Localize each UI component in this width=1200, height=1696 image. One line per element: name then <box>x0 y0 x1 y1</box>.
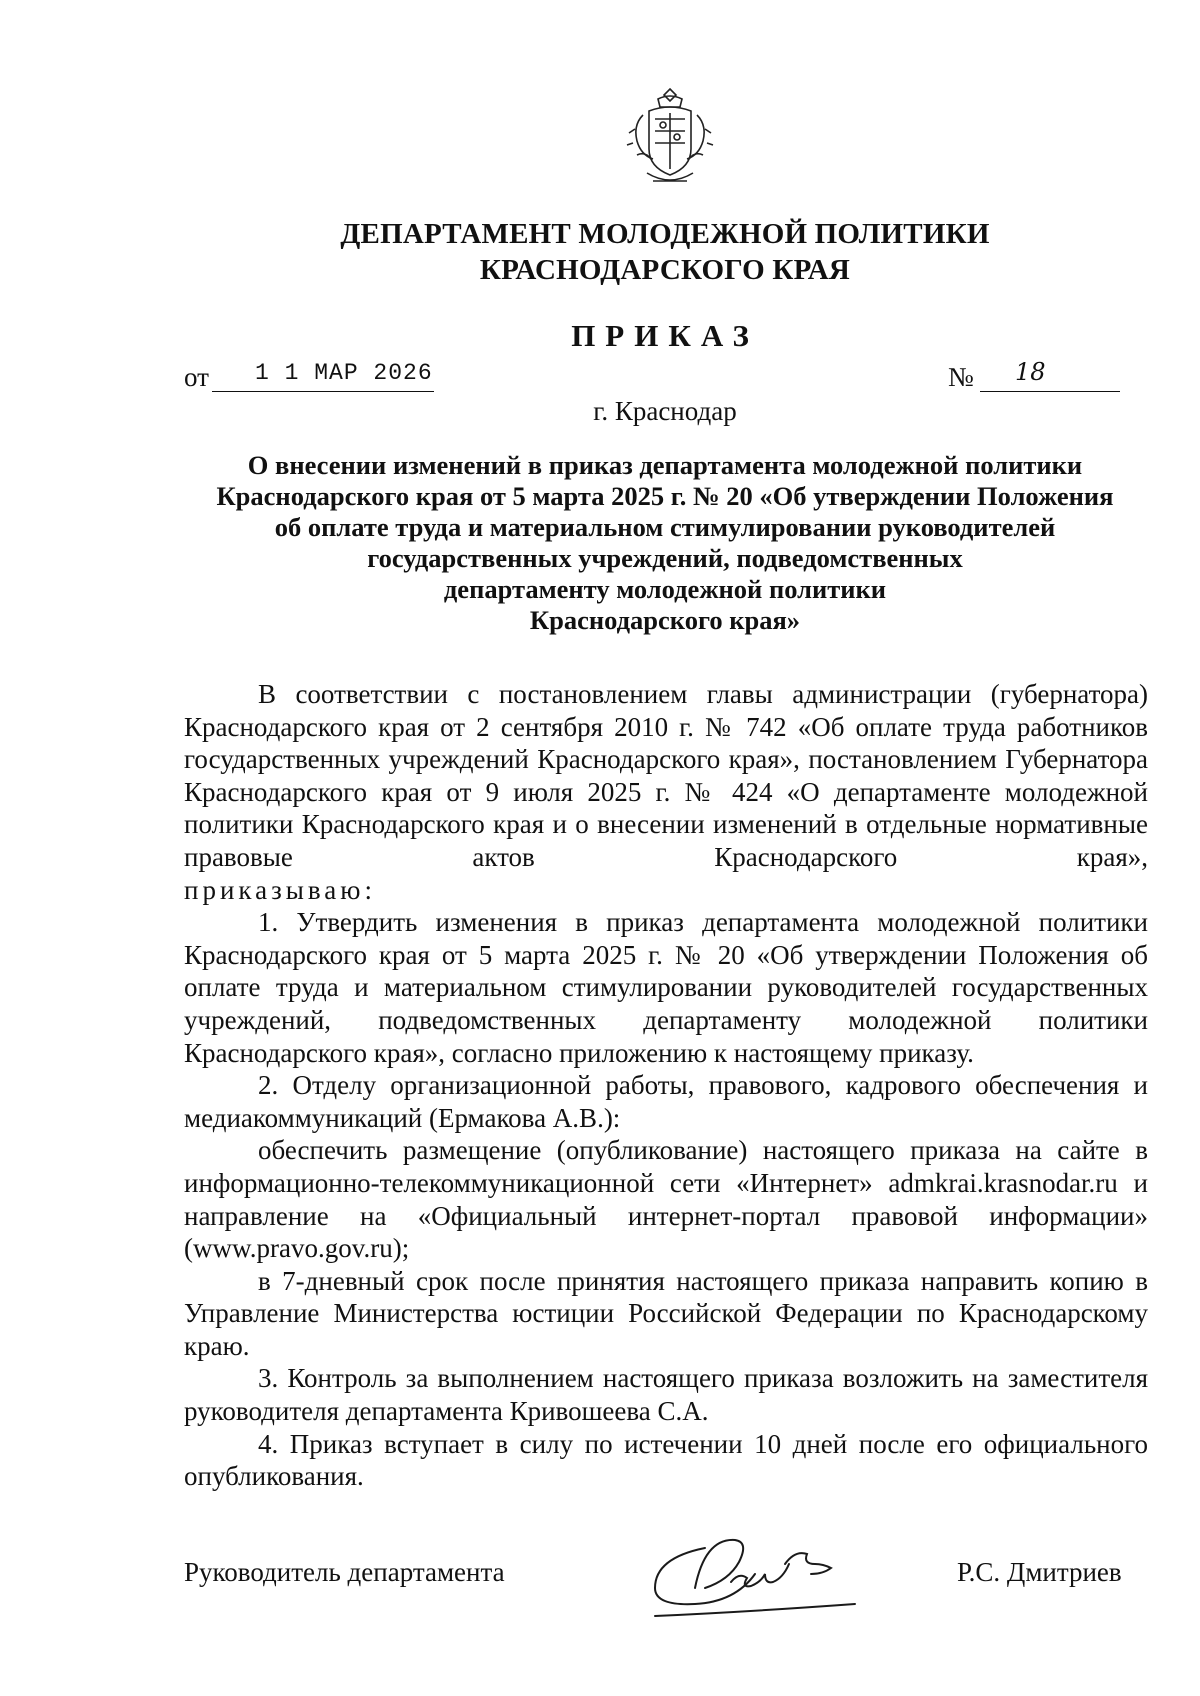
document-subject <box>200 450 1130 636</box>
subject-line: О внесении изменений в приказ департамента молодежной политики <box>247 450 1083 480</box>
item-2-paragraph: 2. Отделу организационной работы, правового, кадрового обеспечения и медиакоммуникаций (Ермакова А.В.): <box>184 1070 1148 1133</box>
order-word: приказываю: <box>184 874 376 905</box>
subject-line: Краснодарского края» <box>529 605 801 635</box>
document-city: г. Краснодар <box>593 396 737 426</box>
document-number: 18 <box>1015 358 1046 386</box>
organization-name-line2: КРАСНОДАРСКОГО КРАЯ <box>479 254 851 286</box>
item-4-paragraph: 4. Приказ вступает в силу по истечении 10 дней после его официального опубликования. <box>184 1428 1148 1492</box>
subject-line: департаменту молодежной политики <box>443 574 887 604</box>
item-3-paragraph: 3. Контроль за выполнением настоящего приказа возложить на заместителя руководителя департамента Кривошеева С.А. <box>184 1363 1148 1427</box>
item-2a-paragraph: обеспечить размещение (опубликование) настоящего приказа на сайте в информационно-телекоммуникационной сети «Интернет» admkrai.krasnodar.ru и направление на «Официальный интернет-портал правовой информации» (www.pravo.gov.ru); <box>184 1135 1148 1264</box>
item-2b-paragraph: в 7-дневный срок после принятия настоящего приказа направить копию в Управление Министерства юстиции Российской Федерации по Краснодарскому краю. <box>184 1265 1148 1361</box>
subject-line: государственных учреждений, подведомственных <box>367 543 963 573</box>
number-underline <box>980 391 1120 392</box>
subject-line: об оплате труда и материальном стимулировании руководителей <box>274 512 1056 542</box>
item-1-paragraph: 1. Утвердить изменения в приказ департамента молодежной политики Краснодарского края от 5 марта 2025 г. № 20 «Об утверждении Положения об оплате труда и материальном стимулировании руководителей государственных учреждений, подведомственных департаменту молодежной политики Краснодарского края», согласно приложению к настоящему приказу. <box>184 907 1148 1068</box>
signatory-name: Р.С. Дмитриев <box>957 1557 1122 1587</box>
coat-of-arms-icon <box>625 85 715 189</box>
organization-name-line1: ДЕПАРТАМЕНТ МОЛОДЕЖНОЙ ПОЛИТИКИ <box>340 218 990 250</box>
subject-line: Краснодарского края от 5 марта 2025 г. № 20 «Об утверждении Положения <box>216 481 1114 511</box>
document-type-title: ПРИКАЗ <box>571 318 759 353</box>
signatory-title: Руководитель департамента <box>184 1557 505 1587</box>
preamble-paragraph: В соответствии с постановлением главы администрации (губернатора) Краснодарского края от 2 сентября 2010 г. № 742 «Об оплате труда работников государственных учреждений Краснодарского края», постановлением Губернатора Краснодарского края от 9 июля 2025 г. № 424 «О департаменте молодежной политики Краснодарского края и о внесении изменений в отдельные нормативные правовые актов Краснодарского края», <box>184 679 1148 872</box>
handwritten-signature-icon <box>635 1518 875 1628</box>
date-underline <box>212 391 434 392</box>
document-date: 1 1 МАР 2026 <box>255 360 433 386</box>
document-body <box>184 678 1148 1493</box>
date-prefix: от <box>184 362 209 392</box>
number-prefix: № <box>948 362 974 392</box>
